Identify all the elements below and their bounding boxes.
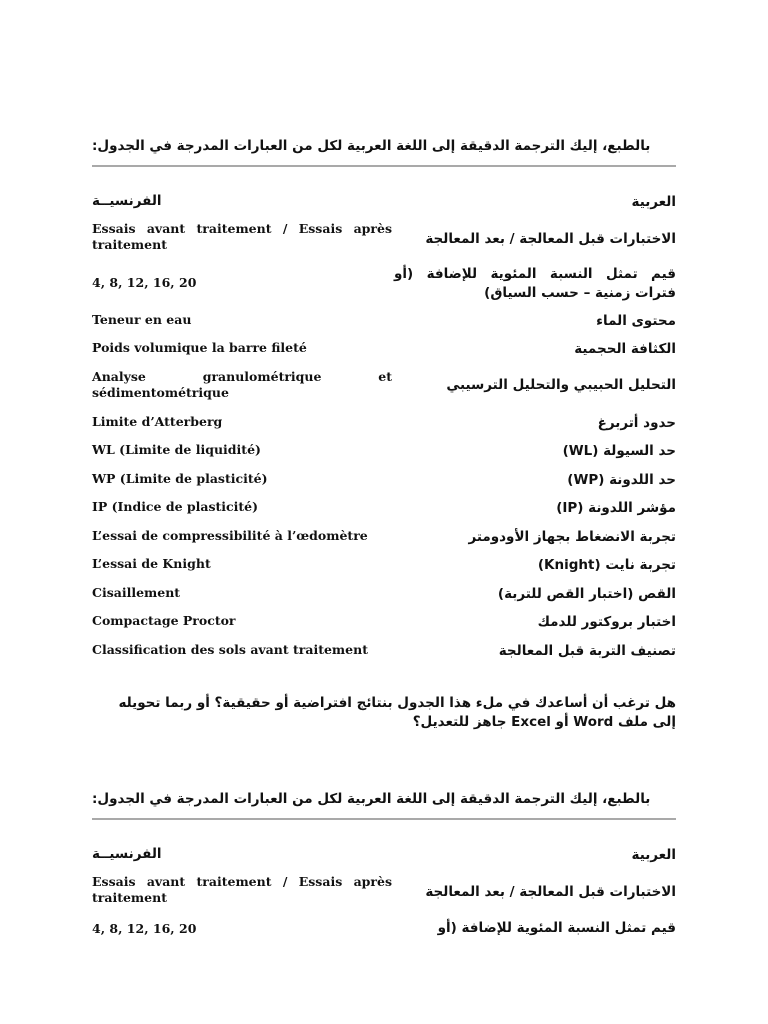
- french-term: Classification des sols avant traitement: [92, 642, 368, 657]
- french-term: IP (Indice de plasticité): [92, 499, 259, 514]
- french-term: Poids volumique la barre fileté: [92, 340, 307, 355]
- arabic-translation: الكثافة الحجمية: [574, 341, 676, 357]
- french-term: Essais avant traitement / Essais après traitement: [92, 221, 392, 252]
- french-term: Compactage Proctor: [92, 613, 236, 628]
- french-term: 4, 8, 12, 16, 20: [92, 275, 197, 290]
- arabic-translation: تصنيف التربة قبل المعالجة: [498, 643, 676, 659]
- intro-heading-repeat: :بالطبع، إليك الترجمة الدقيقة إلى اللغة العربية لكل من العبارات المدرجة في الجدول: [92, 791, 651, 807]
- arabic-translation: اختبار بروكتور للدمك: [537, 614, 676, 630]
- arabic-translation: حد اللدونة (WP): [567, 472, 676, 488]
- french-term: Analyse granulométrique et sédimentométrique: [92, 369, 392, 400]
- arabic-translation: تجربة نايت (Knight): [537, 557, 676, 573]
- follow-up-question: هل ترغب أن أساعدك في ملء هذا الجدول بنتائج افتراضية أو حقيقية؟ أو ربما تحويله إلى ملف Word أو Excel جاهز للتعديل؟: [118, 695, 676, 730]
- french-term: L’essai de Knight: [92, 556, 211, 571]
- french-term: 4, 8, 12, 16, 20: [92, 921, 197, 936]
- heading-divider: [92, 165, 676, 167]
- arabic-translation: الاختبارات قبل المعالجة / بعد المعالجة: [425, 231, 676, 247]
- french-term: Essais avant traitement / Essais après traitement: [92, 874, 392, 905]
- french-term: Teneur en eau: [92, 312, 192, 327]
- arabic-translation: محتوى الماء: [596, 313, 676, 329]
- arabic-translation: مؤشر اللدونة (IP): [556, 500, 676, 516]
- french-term: Cisaillement: [92, 585, 181, 600]
- column-header-ar: العربية: [631, 847, 676, 863]
- french-term: L’essai de compressibilité à l’œdomètre: [92, 528, 368, 543]
- heading-divider-repeat: [92, 818, 676, 820]
- arabic-translation: الاختبارات قبل المعالجة / بعد المعالجة: [425, 884, 676, 900]
- arabic-translation: التحليل الحبيبي والتحليل الترسيبي: [446, 377, 676, 393]
- french-term: WP (Limite de plasticité): [92, 471, 268, 486]
- column-header-fr: الفرنسيــة: [92, 193, 162, 209]
- intro-heading: :بالطبع، إليك الترجمة الدقيقة إلى اللغة العربية لكل من العبارات المدرجة في الجدول: [92, 138, 651, 154]
- arabic-translation: تجربة الانضغاط بجهاز الأودومتر: [468, 529, 676, 545]
- french-term: Limite d’Atterberg: [92, 414, 223, 429]
- arabic-translation: قيم تمثل النسبة المئوية للإضافة (أو فترات زمنية – حسب السياق): [394, 266, 676, 301]
- arabic-translation: القص (اختبار القص للتربة): [497, 586, 676, 602]
- arabic-translation: حد السيولة (WL): [562, 443, 676, 459]
- column-header-fr: الفرنسيــة: [92, 846, 162, 862]
- french-term: WL (Limite de liquidité): [92, 442, 261, 457]
- column-header-ar: العربية: [631, 194, 676, 210]
- arabic-translation: قيم تمثل النسبة المئوية للإضافة (أو: [437, 920, 676, 936]
- arabic-translation: حدود أتربرغ: [597, 415, 676, 431]
